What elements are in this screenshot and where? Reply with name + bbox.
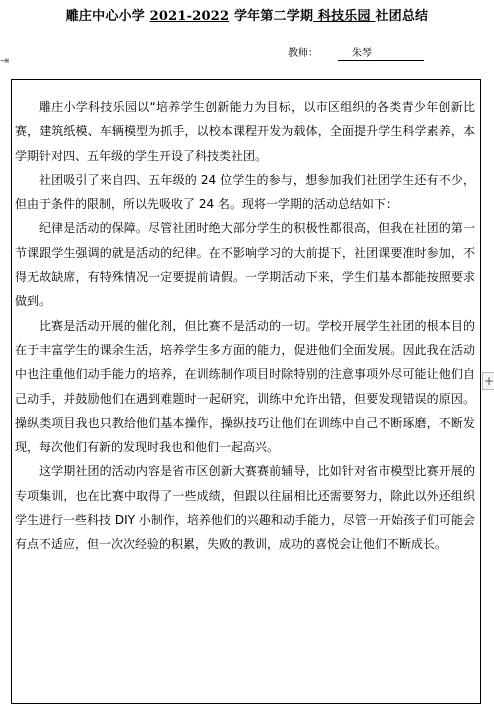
paragraph-discipline: 纪律是活动的保障。尽管社团时绝大部分学生的积极性都很高，但我在社团的第一节课跟学生强调的就是活动的纪律。在不影响学习的大前提下，社团课要准时参加，不得无故缺席，有特殊情况一定要提前请假。一学期活动下来，学生们基本都能按照要求做到。 [15, 221, 475, 309]
teacher-label: 教师： [288, 48, 318, 59]
paragraph-competition: 比赛是活动开展的催化剂，但比赛不是活动的一切。学校开展学生社团的根本目的在于丰富学生的课余生活，培养学生多方面的能力，促进他们全面发展。因此我在活动中也注重他们动手能力的培养，在训练制作项目时除特别的注意事项外尽可能让他们自己动手，并鼓励他们在遇到难题时一起研究，训练中允许出错，但要发现错误的原因。操纵类项目我也只教给他们基本操作，操纵技巧让他们在训练中自己不断琢磨，不断发现，每次他们有新的发现时我也和他们一起高兴。 [15, 318, 475, 455]
teacher-name: 朱琴 [338, 47, 424, 61]
summary-body [15, 95, 475, 557]
title-club-name: 科技乐园 [313, 9, 376, 24]
paragraph-members: 社团吸引了来自四、五年级的 24 位学生的参与，想参加我们社团学生还有不少，但由于条件的限制，所以先吸收了 24 名。现将一学期的活动总结如下： [15, 172, 475, 212]
paragraph-intro: 雕庄小学科技乐园以“培养学生创新能力为目标，以市区组织的各类青少年创新比赛，建筑纸模、车辆模型为抓手，以校本课程开发为载体，全面提升学生科学素养，本学期针对四、五年级的学生开设了科技类社团。 [15, 100, 475, 163]
add-row-plus-icon[interactable]: + [483, 374, 494, 388]
title-school: 雕庄中心小学 [65, 9, 150, 24]
title-term: 学年第二学期 [229, 9, 314, 24]
title-suffix: 社团总结 [375, 9, 429, 24]
teacher-line [288, 44, 424, 61]
table-move-handle-icon[interactable]: ⇥ [0, 54, 10, 67]
paragraph-activities: 这学期社团的活动内容是省市区创新大赛赛前辅导，比如针对省市模型比赛开展的专项集训，也在比赛中取得了一些成绩，但跟以往届相比还需要努力，除此以外还组织学生进行一些科技 DIY 小制作，培养他们的兴趣和动手能力，尽管一开始孩子们可能会有点不适应，但一次次经验的积累，失败的教训，成功的喜悦会让他们不断成长。 [15, 464, 475, 552]
title-years: 2021-2022 [149, 9, 230, 24]
document-title [0, 5, 494, 24]
